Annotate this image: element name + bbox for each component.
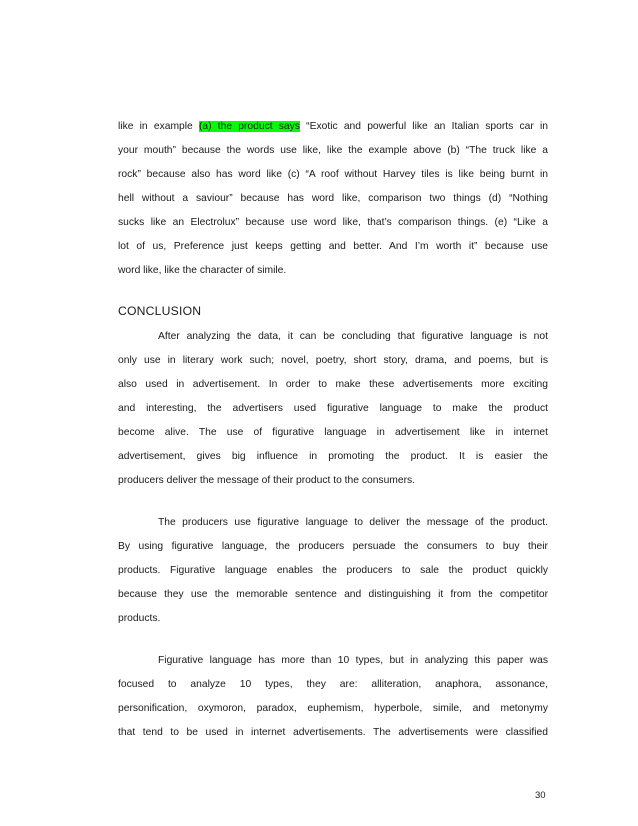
text-run: like in example (118, 121, 199, 132)
paragraph-1-line-4: hell without a saviour” because has word like, comparison two things (d) “Nothing (118, 193, 548, 204)
paragraph-3-line-3: products. Figurative language enables the producers to sale the product quickly (118, 565, 548, 576)
paragraph-1-line-3: rock” because also has word like (c) “A roof without Harvey tiles is like being burnt in (118, 169, 548, 180)
paragraph-1-line-6: lot of us, Preference just keeps getting and better. And I’m worth it” because use (118, 241, 548, 252)
paragraph-4-line-1: Figurative language has more than 10 types, but in analyzing this paper was (158, 655, 548, 666)
paragraph-3-line-1: The producers use figurative language to deliver the message of the product. (158, 517, 548, 528)
paragraph-3-line-5: products. (118, 613, 161, 624)
page-number: 30 (535, 790, 546, 801)
paragraph-2-line-6: advertisement, gives big influence in promoting the product. It is easier the (118, 451, 548, 462)
paragraph-4-line-2: focused to analyze 10 types, they are: alliteration, anaphora, assonance, (118, 679, 548, 690)
paragraph-3-line-4: because they use the memorable sentence and distinguishing it from the competitor (118, 589, 548, 600)
paragraph-1-line-7: word like, like the character of simile. (118, 265, 287, 276)
paragraph-1-line-1 (118, 120, 548, 134)
highlighted-text: (a) the product says (198, 121, 300, 132)
paragraph-1-line-5: sucks like an Electrolux” because use word like, that’s comparison things. (e) “Like a (118, 217, 548, 228)
paragraph-2-line-1: After analyzing the data, it can be concluding that figurative language is not (158, 331, 548, 342)
conclusion-heading: CONCLUSION (118, 304, 202, 318)
paragraph-3-line-2: By using figurative language, the producers persuade the consumers to buy their (118, 541, 548, 552)
text-run: “Exotic and powerful like an Italian sports car in (299, 121, 549, 132)
paragraph-2-line-5: become alive. The use of figurative language in advertisement like in internet (118, 427, 548, 438)
paragraph-4-line-3: personification, oxymoron, paradox, euphemism, hyperbole, simile, and metonymy (118, 703, 548, 714)
paragraph-2-line-7: producers deliver the message of their product to the consumers. (118, 475, 416, 486)
paragraph-4-line-4: that tend to be used in internet advertisements. The advertisements were classified (118, 727, 548, 738)
paragraph-2-line-3: also used in advertisement. In order to make these advertisements more exciting (118, 379, 548, 390)
paragraph-1-line-2: your mouth” because the words use like, like the example above (b) “The truck like a (118, 145, 548, 156)
paragraph-2-line-4: and interesting, the advertisers used figurative language to make the product (118, 403, 548, 414)
paragraph-2-line-2: only use in literary work such; novel, poetry, short story, drama, and poems, but is (118, 355, 548, 366)
